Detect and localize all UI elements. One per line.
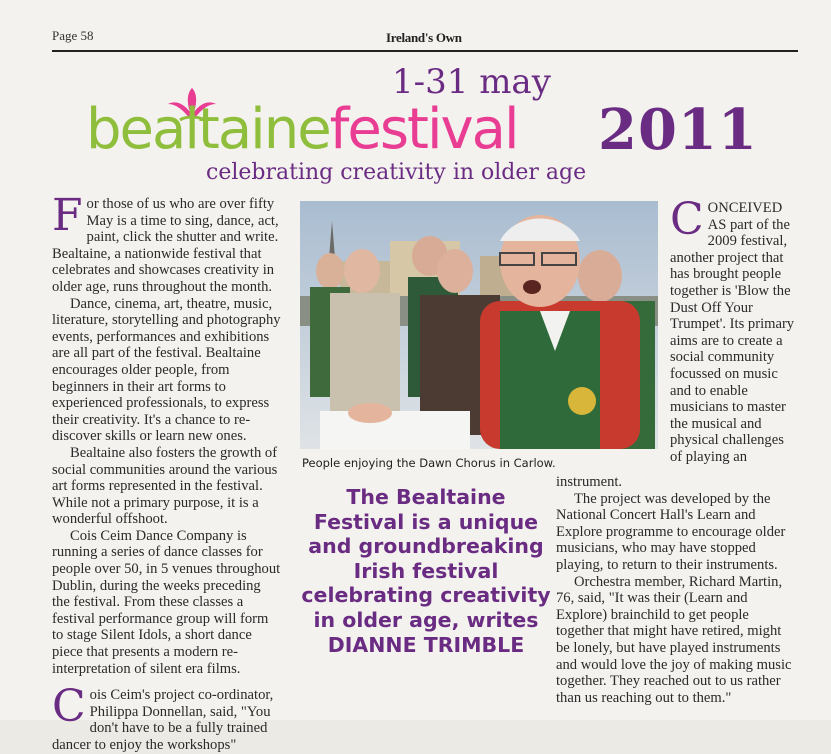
festival-logo <box>86 97 518 162</box>
festival-dates: 1-31 may <box>392 62 551 102</box>
author-byline: DIANNE TRIMBLE <box>327 632 525 657</box>
page-number: Page 58 <box>52 28 94 43</box>
article-paragraph: Dance, cinema, art, theatre, music, literature, storytelling and photography events, performances and exhibitions are all part of the festival. Bealtaine encourages older people, from beginners in their art forms to experienced professionals, to express their creativity. It's a chance to re-discover skills or learn new ones. <box>52 295 281 445</box>
header-rule <box>52 50 798 52</box>
article-paragraph: ONCEIVED AS part of the 2009 festival, another project that has brought people together is 'Blow the Dust Off Your Trumpet'. Its primary aims are to create a social community focussed on music and to enable musicians to master the musical and physical challenges of playing an <box>670 200 795 465</box>
article-paragraph: Orchestra member, Richard Martin, 76, said, "It was their (Learn and Explore) brainchild to get people together that might have retired, might be lonely, but have played instruments and would love the joy of making music together. They reached out to us rather than us reaching out to them." <box>556 573 792 706</box>
article-paragraph: The project was developed by the National Concert Hall's Learn and Explore programme to encourage older musicians, who may have stopped playing, to return to their instruments. <box>556 490 786 573</box>
article-column-4 <box>556 474 798 706</box>
chorus-photo <box>300 201 658 449</box>
festival-year: 2011 <box>598 97 758 163</box>
article-paragraph: instrument. <box>556 474 623 490</box>
drop-cap: F <box>52 190 83 241</box>
festival-tagline: celebrating creativity in older age <box>206 160 587 185</box>
article-column-3 <box>670 194 798 466</box>
article-paragraph: or those of us who are over fifty May is a time to sing, dance, act, paint, click the shutter and write. Bealtaine, a nationwide festival that celebrates and showcases creativity in older age, runs throughout the month. <box>52 196 279 295</box>
article-paragraph: Cois Ceim Dance Company is running a series of dance classes for people over 50, in 5 venues throughout Dublin, during the weeks preceding the festival. From these classes a festival performance group will form to stage Silent Idols, a short dance piece that presents a modern re-interpretation of silent era films. <box>52 527 281 677</box>
logo-bealtaine: bealtaine <box>86 97 330 162</box>
photo-caption: People enjoying the Dawn Chorus in Carlow. <box>302 456 556 470</box>
pull-quote-text: The Bealtaine Festival is a unique and groundbreaking Irish festival celebrating creativity in older age, writes <box>301 485 551 632</box>
logo-festival: festival <box>329 97 518 162</box>
article-column-1 <box>52 190 282 754</box>
masthead: Ireland's Own <box>386 30 462 45</box>
article-paragraph: ois Ceim's project co-ordinator, Philippa Donnellan, said, "You don't have to be a fully trained dancer to enjoy the workshops" <box>52 687 274 753</box>
drop-cap: C <box>52 681 86 733</box>
drop-cap: C <box>670 194 704 245</box>
pull-quote <box>298 485 554 657</box>
article-paragraph: Bealtaine also fosters the growth of social communities around the various art forms represented in the festival. While not a primary purpose, it is a wonderful offshoot. <box>52 444 278 528</box>
